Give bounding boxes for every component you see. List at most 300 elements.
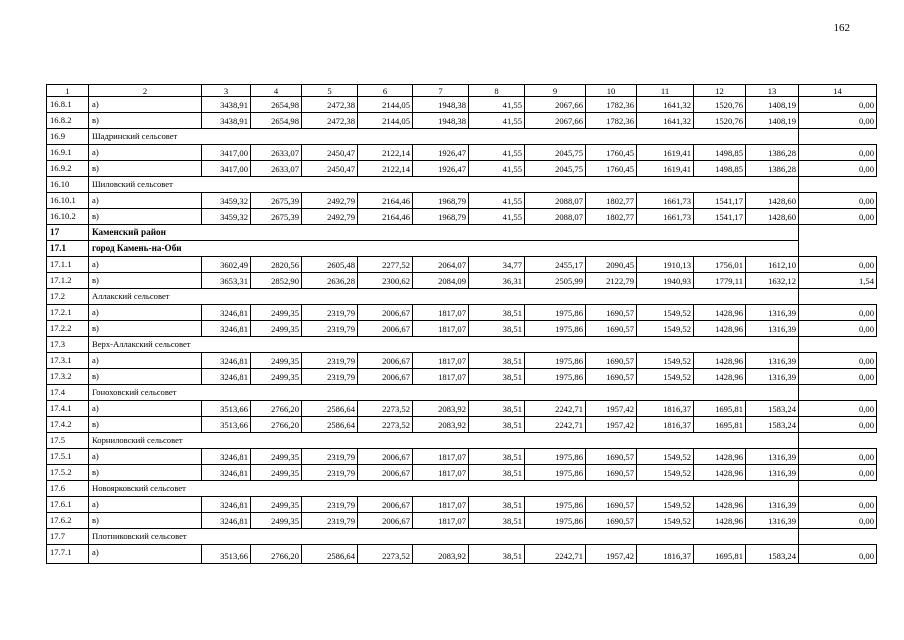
table-cell-value: 2300,62 (358, 273, 413, 289)
table-cell-value: 1549,52 (637, 513, 694, 529)
section-heading-row (47, 289, 877, 305)
tariff-table (46, 84, 877, 564)
table-cell-value: 2319,79 (302, 465, 358, 481)
column-header: 2 (89, 85, 202, 97)
row-code: 17.6 (47, 481, 89, 497)
table-cell-value: 2654,98 (251, 97, 302, 113)
table-cell-value: 1968,79 (413, 193, 469, 209)
table-cell-value: 3459,32 (202, 193, 251, 209)
table-cell-value: 3653,31 (202, 273, 251, 289)
table-cell-value: 1802,77 (586, 209, 637, 225)
row-code: 17.6.1 (47, 497, 89, 513)
table-cell-value: 2067,66 (525, 97, 586, 113)
table-cell-value: 38,51 (469, 449, 525, 465)
section-title: Корниловский сельсовет (89, 433, 799, 449)
table-cell-value: 1316,39 (746, 513, 799, 529)
row-code: 16.10 (47, 177, 89, 193)
table-cell-value: 1428,96 (694, 449, 746, 465)
table-cell-value: 1386,28 (746, 161, 799, 177)
table-cell-value: 1957,42 (586, 417, 637, 433)
row-subitem: а) (89, 193, 202, 209)
table-cell-value: 3246,81 (202, 369, 251, 385)
row-subitem: в) (89, 465, 202, 481)
table-cell-value: 3246,81 (202, 353, 251, 369)
table-cell-value: 2006,67 (358, 497, 413, 513)
table-cell-value: 2472,38 (302, 113, 358, 129)
table-cell-value: 1549,52 (637, 449, 694, 465)
section-heading-row (47, 385, 877, 401)
table-cell-value: 2455,17 (525, 257, 586, 273)
table-cell-value: 1,54 (799, 273, 877, 289)
column-header: 10 (586, 85, 637, 97)
row-subitem: а) (89, 145, 202, 161)
row-subitem: в) (89, 113, 202, 129)
table-cell-value: 2492,79 (302, 209, 358, 225)
table-cell-value: 41,55 (469, 97, 525, 113)
table-cell-value: 3513,66 (202, 545, 251, 564)
table-cell-value: 3246,81 (202, 497, 251, 513)
table-cell-value: 1817,07 (413, 497, 469, 513)
table-cell-value: 2319,79 (302, 369, 358, 385)
column-header: 14 (799, 85, 877, 97)
row-code: 17.4 (47, 385, 89, 401)
table-cell-value: 1316,39 (746, 465, 799, 481)
table-cell-value: 1428,96 (694, 369, 746, 385)
table-cell-value: 0,00 (799, 257, 877, 273)
table-cell-value: 3417,00 (202, 145, 251, 161)
table-cell-value: 38,51 (469, 305, 525, 321)
row-subitem: в) (89, 209, 202, 225)
table-row (47, 145, 877, 161)
row-code: 16.8.2 (47, 113, 89, 129)
table-row (47, 113, 877, 129)
table-cell-value: 2006,67 (358, 449, 413, 465)
row-code: 16.10.1 (47, 193, 89, 209)
table-row (47, 193, 877, 209)
table-cell-value: 2319,79 (302, 353, 358, 369)
table-cell-value: 36,31 (469, 273, 525, 289)
section-title: Гоноховский сельсовет (89, 385, 799, 401)
row-code: 17.7 (47, 529, 89, 545)
table-cell-value: 2319,79 (302, 305, 358, 321)
table-cell-value: 2090,45 (586, 257, 637, 273)
table-cell-value: 1975,86 (525, 449, 586, 465)
column-header: 7 (413, 85, 469, 97)
column-header: 4 (251, 85, 302, 97)
row-code: 17.4.1 (47, 401, 89, 417)
table-cell-value: 0,00 (799, 353, 877, 369)
row-code: 17 (47, 225, 89, 241)
table-cell-value: 1661,73 (637, 209, 694, 225)
table-cell-value: 2122,79 (586, 273, 637, 289)
section-heading-row (47, 433, 877, 449)
table-cell-value: 2319,79 (302, 497, 358, 513)
table-cell-value: 2045,75 (525, 145, 586, 161)
table-cell-value: 2006,67 (358, 321, 413, 337)
table-cell-value: 3602,49 (202, 257, 251, 273)
column-header: 13 (746, 85, 799, 97)
table-cell-value: 1695,81 (694, 545, 746, 564)
table-cell-value: 1817,07 (413, 369, 469, 385)
table-cell-value: 1760,45 (586, 145, 637, 161)
table-cell-value: 1541,17 (694, 209, 746, 225)
table-cell-value: 2675,39 (251, 193, 302, 209)
table-row (47, 497, 877, 513)
table-cell-value: 1690,57 (586, 321, 637, 337)
column-header: 5 (302, 85, 358, 97)
column-header: 1 (47, 85, 89, 97)
table-cell-value: 1756,01 (694, 257, 746, 273)
table-cell-value: 1498,85 (694, 161, 746, 177)
table-cell-value: 1926,47 (413, 161, 469, 177)
table-row (47, 257, 877, 273)
table-cell-value: 2586,64 (302, 417, 358, 433)
table-cell-value: 1968,79 (413, 209, 469, 225)
column-header: 6 (358, 85, 413, 97)
table-cell-value: 41,55 (469, 145, 525, 161)
table-cell-value: 3246,81 (202, 321, 251, 337)
table-cell-value: 1549,52 (637, 369, 694, 385)
row-subitem: а) (89, 97, 202, 113)
table-cell-value: 2045,75 (525, 161, 586, 177)
table-cell-value: 41,55 (469, 209, 525, 225)
table-header-row (47, 85, 877, 97)
table-cell-value: 2499,35 (251, 465, 302, 481)
table-cell-value: 1910,13 (637, 257, 694, 273)
column-header: 12 (694, 85, 746, 97)
table-cell-value: 0,00 (799, 497, 877, 513)
table-cell-value: 2499,35 (251, 449, 302, 465)
table-cell-value: 0,00 (799, 513, 877, 529)
table-cell-value: 2164,46 (358, 193, 413, 209)
table-cell-value: 0,00 (799, 401, 877, 417)
table-cell-value: 1549,52 (637, 353, 694, 369)
row-code: 17.7.1 (47, 545, 89, 564)
row-code: 17.1.1 (47, 257, 89, 273)
row-subitem: в) (89, 417, 202, 433)
table-cell-value: 2499,35 (251, 353, 302, 369)
table-cell-value: 38,51 (469, 321, 525, 337)
table-cell-value: 1428,96 (694, 513, 746, 529)
table-cell-value: 1817,07 (413, 513, 469, 529)
row-subitem: а) (89, 497, 202, 513)
table-cell-value: 2064,07 (413, 257, 469, 273)
table-cell-value: 1817,07 (413, 353, 469, 369)
table-cell-value: 2586,64 (302, 401, 358, 417)
table-cell-value: 2083,92 (413, 545, 469, 564)
table-cell-value: 38,51 (469, 369, 525, 385)
table-cell-value: 1583,24 (746, 417, 799, 433)
table-cell-value: 2852,90 (251, 273, 302, 289)
row-code: 16.8.1 (47, 97, 89, 113)
table-cell-value: 2450,47 (302, 161, 358, 177)
table-cell-value: 2144,05 (358, 113, 413, 129)
table-cell-value: 3513,66 (202, 417, 251, 433)
row-code: 16.9.1 (47, 145, 89, 161)
row-subitem: в) (89, 321, 202, 337)
table-cell-value: 1690,57 (586, 353, 637, 369)
table-cell-value: 2319,79 (302, 513, 358, 529)
table-cell-value: 38,51 (469, 417, 525, 433)
table-cell-value: 2006,67 (358, 369, 413, 385)
table-cell-value: 2605,48 (302, 257, 358, 273)
table-row (47, 273, 877, 289)
table-cell-value: 1549,52 (637, 465, 694, 481)
table-cell-value: 2472,38 (302, 97, 358, 113)
table-cell-value: 1661,73 (637, 193, 694, 209)
table-cell-value: 2319,79 (302, 321, 358, 337)
table-cell-value: 1386,28 (746, 145, 799, 161)
table-cell-value: 2766,20 (251, 545, 302, 564)
table-cell-value: 1690,57 (586, 449, 637, 465)
table-cell-value: 0,00 (799, 161, 877, 177)
section-title: Шадринский сельсовет (89, 129, 799, 145)
table-cell-value: 2505,99 (525, 273, 586, 289)
row-subitem: в) (89, 513, 202, 529)
table-cell-value: 1690,57 (586, 305, 637, 321)
table-cell-value: 1316,39 (746, 449, 799, 465)
section-heading-row (47, 337, 877, 353)
table-cell-value: 41,55 (469, 161, 525, 177)
row-subitem: а) (89, 449, 202, 465)
table-cell-value: 1975,86 (525, 497, 586, 513)
district-heading-row (47, 241, 877, 257)
table-cell-value: 1641,32 (637, 113, 694, 129)
table-cell-value: 1975,86 (525, 369, 586, 385)
table-row (47, 321, 877, 337)
section-heading-row (47, 129, 877, 145)
table-cell-value: 1690,57 (586, 497, 637, 513)
table-cell-value: 2450,47 (302, 145, 358, 161)
table-cell-value: 1583,24 (746, 401, 799, 417)
column-header: 11 (637, 85, 694, 97)
table-cell-value: 1975,86 (525, 321, 586, 337)
table-cell-value: 2492,79 (302, 193, 358, 209)
table-cell-value: 1975,86 (525, 305, 586, 321)
table-cell-value: 2273,52 (358, 545, 413, 564)
row-subitem: а) (89, 257, 202, 273)
table-cell-value: 1428,96 (694, 497, 746, 513)
column-header: 3 (202, 85, 251, 97)
table-cell-value: 1612,10 (746, 257, 799, 273)
table-cell-value: 2144,05 (358, 97, 413, 113)
section-heading-row (47, 481, 877, 497)
row-code: 17.3.1 (47, 353, 89, 369)
table-cell-value: 38,51 (469, 513, 525, 529)
table-cell-value: 1695,81 (694, 417, 746, 433)
table-row (47, 401, 877, 417)
table-cell-value: 1520,76 (694, 113, 746, 129)
row-subitem: а) (89, 305, 202, 321)
table-cell-value: 1957,42 (586, 401, 637, 417)
table-cell-value: 2242,71 (525, 417, 586, 433)
column-header: 9 (525, 85, 586, 97)
row-subitem: а) (89, 353, 202, 369)
table-row (47, 97, 877, 113)
table-cell-value: 0,00 (799, 193, 877, 209)
section-title: Плотниковский сельсовет (89, 529, 799, 545)
table-row (47, 353, 877, 369)
table-cell-value: 0,00 (799, 97, 877, 113)
table-cell-value: 2273,52 (358, 417, 413, 433)
table-cell-value: 2067,66 (525, 113, 586, 129)
table-cell-value: 1520,76 (694, 97, 746, 113)
table-cell-value: 2675,39 (251, 209, 302, 225)
table-cell-value: 1428,96 (694, 321, 746, 337)
table-cell-value: 1428,96 (694, 305, 746, 321)
table-cell-value: 2633,07 (251, 145, 302, 161)
row-code: 16.9.2 (47, 161, 89, 177)
section-title: Верх-Аллакский сельсовет (89, 337, 799, 353)
table-cell-value: 38,51 (469, 465, 525, 481)
table-cell-value: 1428,96 (694, 353, 746, 369)
table-cell-value: 0,00 (799, 209, 877, 225)
row-code: 16.9 (47, 129, 89, 145)
table-cell-value: 1408,19 (746, 113, 799, 129)
table-cell-value: 1782,36 (586, 113, 637, 129)
table-cell-value: 2273,52 (358, 401, 413, 417)
table-cell-value: 1549,52 (637, 321, 694, 337)
table-cell-value: 2006,67 (358, 513, 413, 529)
table-cell-value: 1817,07 (413, 465, 469, 481)
row-subitem: в) (89, 369, 202, 385)
table-cell-value: 2499,35 (251, 369, 302, 385)
table-cell-value: 3438,91 (202, 97, 251, 113)
section-heading-row (47, 529, 877, 545)
section-title: Аллакский сельсовет (89, 289, 799, 305)
table-cell-value: 0,00 (799, 545, 877, 564)
table-cell-value: 2006,67 (358, 353, 413, 369)
table-cell-value: 3438,91 (202, 113, 251, 129)
row-code: 17.2.1 (47, 305, 89, 321)
table-cell-value: 2242,71 (525, 545, 586, 564)
table-row (47, 369, 877, 385)
row-code: 17.1 (47, 241, 89, 257)
table-cell-value: 2820,56 (251, 257, 302, 273)
table-cell-value: 0,00 (799, 369, 877, 385)
page-number: 162 (833, 22, 850, 34)
row-subitem: а) (89, 401, 202, 417)
table-cell-value: 1316,39 (746, 497, 799, 513)
table-cell-value: 34,77 (469, 257, 525, 273)
row-code: 17.5.1 (47, 449, 89, 465)
table-cell-value: 3246,81 (202, 305, 251, 321)
table-cell-value: 1549,52 (637, 305, 694, 321)
table-cell-value: 2654,98 (251, 113, 302, 129)
table-cell-value: 1316,39 (746, 369, 799, 385)
table-cell-value: 3246,81 (202, 449, 251, 465)
table-cell-value: 2277,52 (358, 257, 413, 273)
table-cell-value: 3246,81 (202, 513, 251, 529)
table-row (47, 305, 877, 321)
section-title: Новоярковский сельсовет (89, 481, 799, 497)
table-cell-value: 2122,14 (358, 161, 413, 177)
table-cell-value: 0,00 (799, 113, 877, 129)
table-cell-value: 2586,64 (302, 545, 358, 564)
row-code: 17.2 (47, 289, 89, 305)
table-cell-value: 2006,67 (358, 305, 413, 321)
table-cell-value: 1428,96 (694, 465, 746, 481)
table-cell-value: 1957,42 (586, 545, 637, 564)
table-cell-value: 2088,07 (525, 193, 586, 209)
table-cell-value: 3513,66 (202, 401, 251, 417)
table-cell-value: 2636,28 (302, 273, 358, 289)
table-cell-value: 3417,00 (202, 161, 251, 177)
table-cell-value: 2164,46 (358, 209, 413, 225)
table-cell-value: 1948,38 (413, 113, 469, 129)
section-title: Каменский район (89, 225, 799, 241)
table-cell-value: 1316,39 (746, 305, 799, 321)
table-body (47, 85, 877, 564)
table-cell-value: 2083,92 (413, 401, 469, 417)
table-cell-value: 1408,19 (746, 97, 799, 113)
table-cell-value: 1541,17 (694, 193, 746, 209)
row-code: 17.2.2 (47, 321, 89, 337)
table-cell-value: 2319,79 (302, 449, 358, 465)
table-cell-value: 1779,11 (694, 273, 746, 289)
row-code: 17.5 (47, 433, 89, 449)
table-cell-value: 1695,81 (694, 401, 746, 417)
table-row (47, 465, 877, 481)
row-code: 16.10.2 (47, 209, 89, 225)
table-cell-value: 1428,60 (746, 209, 799, 225)
table-cell-value: 1817,07 (413, 321, 469, 337)
table-cell-value: 1690,57 (586, 465, 637, 481)
table-cell-value: 2499,35 (251, 513, 302, 529)
section-title: Шиловский сельсовет (89, 177, 799, 193)
table-cell-value: 1760,45 (586, 161, 637, 177)
row-code: 17.5.2 (47, 465, 89, 481)
table-cell-value: 1316,39 (746, 353, 799, 369)
table-cell-value: 38,51 (469, 545, 525, 564)
table-cell-value: 0,00 (799, 305, 877, 321)
table-cell-value: 3459,32 (202, 209, 251, 225)
row-code: 17.3 (47, 337, 89, 353)
row-subitem: а) (89, 545, 202, 564)
table-cell-value: 1498,85 (694, 145, 746, 161)
table-cell-value: 2766,20 (251, 417, 302, 433)
table-cell-value: 1549,52 (637, 497, 694, 513)
table-cell-value: 0,00 (799, 321, 877, 337)
table-cell-value: 2499,35 (251, 305, 302, 321)
section-title: город Камень-на-Оби (89, 241, 799, 257)
table-cell-value: 2083,92 (413, 417, 469, 433)
row-code: 17.1.2 (47, 273, 89, 289)
table-cell-value: 1802,77 (586, 193, 637, 209)
table-cell-value: 2499,35 (251, 321, 302, 337)
table-cell-value: 1619,41 (637, 161, 694, 177)
table-cell-value: 41,55 (469, 193, 525, 209)
table-cell-value: 1690,57 (586, 513, 637, 529)
table-cell-value: 1641,32 (637, 97, 694, 113)
table-cell-value: 41,55 (469, 113, 525, 129)
table-row (47, 161, 877, 177)
table-row (47, 209, 877, 225)
section-heading-row (47, 177, 877, 193)
table-cell-value: 1926,47 (413, 145, 469, 161)
table-cell-value: 0,00 (799, 465, 877, 481)
table-cell-value: 1782,36 (586, 97, 637, 113)
table-cell-value: 1948,38 (413, 97, 469, 113)
table-cell-value: 1817,07 (413, 305, 469, 321)
table-cell-value: 1316,39 (746, 321, 799, 337)
table-cell-value: 1619,41 (637, 145, 694, 161)
table-cell-value: 1583,24 (746, 545, 799, 564)
table-cell-value: 3246,81 (202, 465, 251, 481)
table-cell-value: 1940,93 (637, 273, 694, 289)
table-cell-value: 0,00 (799, 145, 877, 161)
row-code: 17.3.2 (47, 369, 89, 385)
